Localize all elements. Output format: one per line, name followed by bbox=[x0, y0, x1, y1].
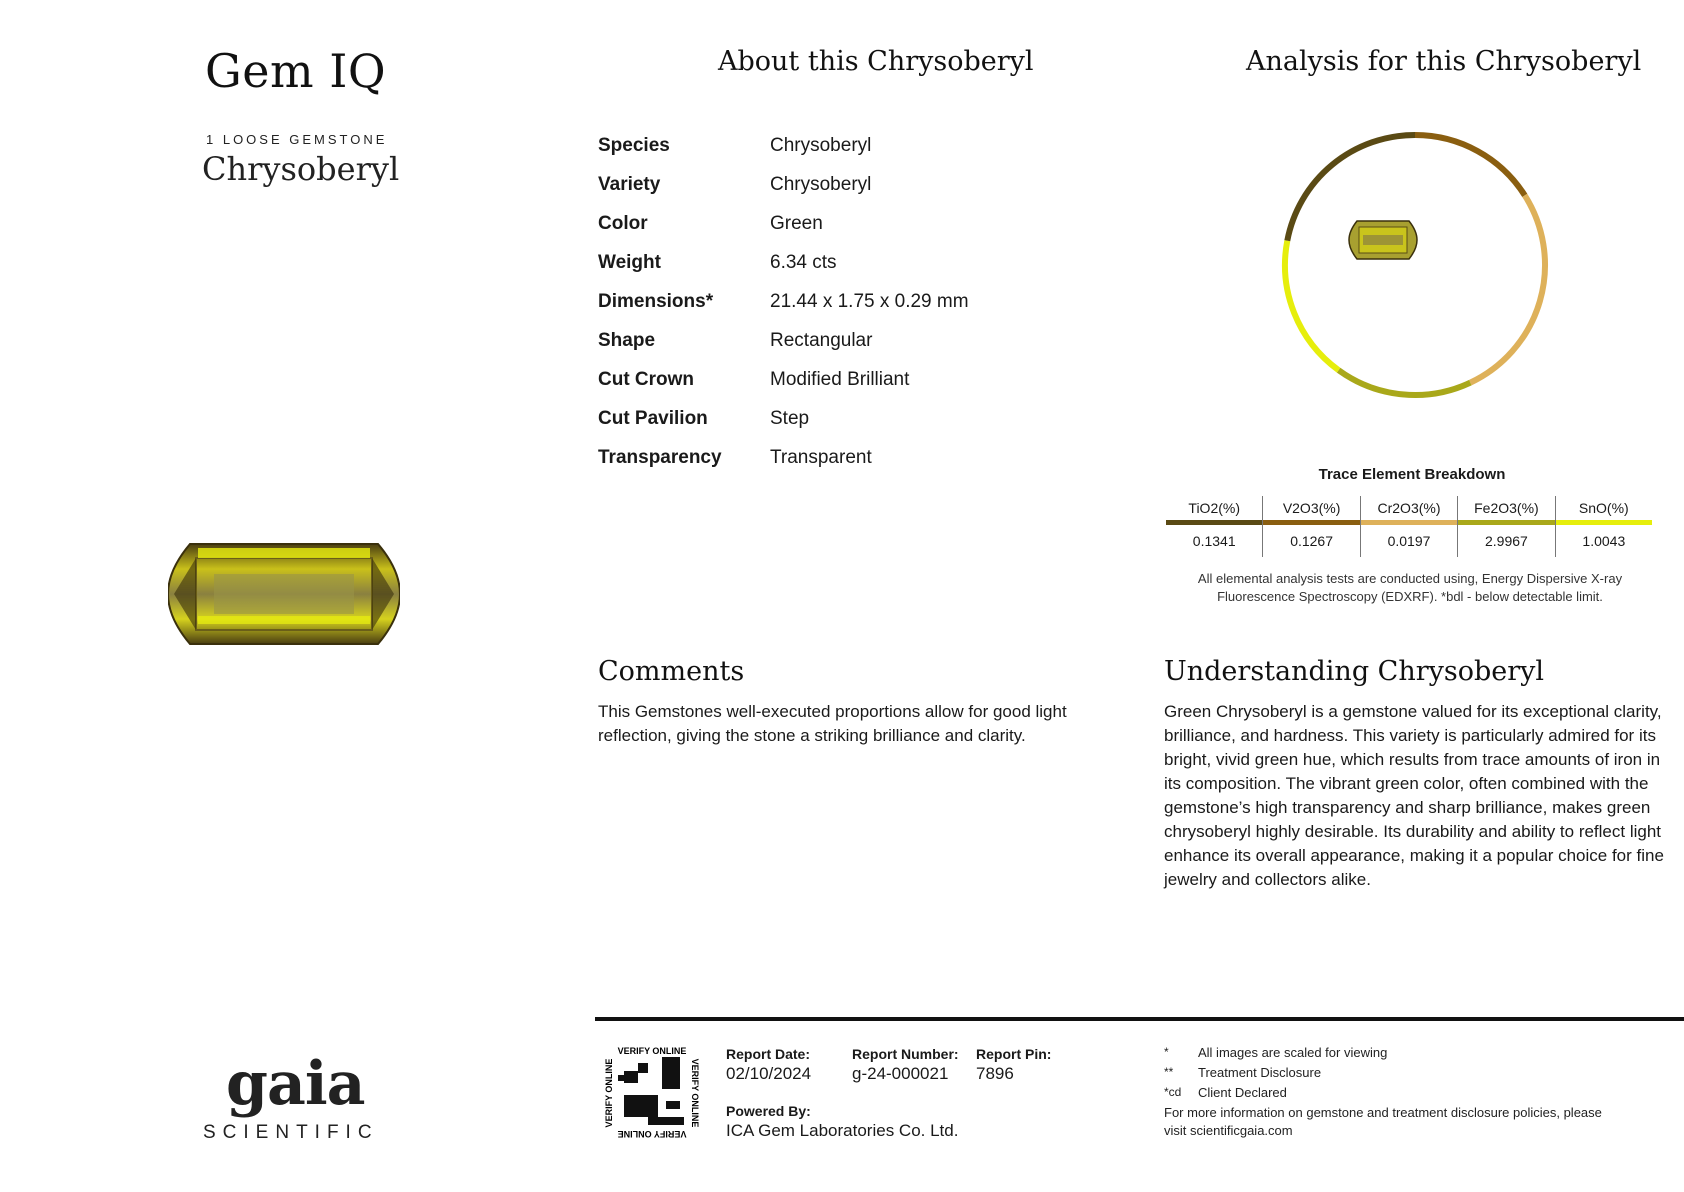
spec-label: Weight bbox=[598, 251, 661, 273]
footnote-row bbox=[1164, 1062, 1604, 1082]
trace-element-value: 0.1267 bbox=[1290, 533, 1334, 549]
spec-label: Cut Pavilion bbox=[598, 407, 708, 429]
comments-heading: Comments bbox=[598, 656, 745, 687]
analysis-note-line-1: All elemental analysis tests are conducted using, Energy Dispersive X-ray bbox=[1197, 571, 1623, 586]
footnote-row bbox=[1164, 1082, 1604, 1102]
footnote-text: Treatment Disclosure bbox=[1198, 1064, 1322, 1080]
footnote-symbol: *cd bbox=[1164, 1085, 1182, 1099]
spec-value: Step bbox=[770, 407, 810, 429]
spec-value: Chrysoberyl bbox=[770, 173, 872, 195]
trace-element-table bbox=[1166, 496, 1652, 557]
trace-element-name: SnO(%) bbox=[1578, 500, 1629, 516]
qr-label-right: VERIFY ONLINE bbox=[690, 1058, 700, 1128]
report-pin-value: 7896 bbox=[976, 1064, 1014, 1083]
footnote-symbol: ** bbox=[1164, 1065, 1174, 1079]
trace-element-ring bbox=[1275, 125, 1555, 405]
report-pin bbox=[976, 1046, 1051, 1084]
verify-online-qr-code[interactable] bbox=[604, 1045, 700, 1141]
analysis-note-line-2: Fluorescence Spectroscopy (EDXRF). *bdl - below detectable limit. bbox=[1217, 589, 1603, 604]
footnote-text: Client Declared bbox=[1198, 1084, 1287, 1100]
spec-row bbox=[598, 243, 969, 282]
footer-divider bbox=[595, 1017, 1684, 1021]
powered-by-label: Powered By: bbox=[726, 1103, 811, 1119]
gaia-logo-subtitle: SCIENTIFIC bbox=[203, 1122, 379, 1143]
spec-label: Species bbox=[598, 134, 670, 156]
spec-row bbox=[598, 126, 969, 165]
spec-value: Modified Brilliant bbox=[770, 368, 910, 390]
ring-segment bbox=[1285, 241, 1339, 371]
spec-row bbox=[598, 360, 969, 399]
understanding-text: Green Chrysoberyl is a gemstone valued for its exceptional clarity, brilliance, and hardness. This variety is particularly admired for its bright, vivid green hue, which results from trace amounts of iron in its composition. The vibrant green color, often combined with the gemstone’s high transparency and sharp brilliance, makes green chrysoberyl highly desirable. Its durability and ability to reflect light enhance its overall appearance, making it a popular choice for fine jewelry and collectors alike. bbox=[1164, 702, 1664, 889]
spec-value: 6.34 cts bbox=[770, 251, 837, 273]
spec-row bbox=[598, 399, 969, 438]
qr-label-left: VERIFY ONLINE bbox=[604, 1058, 614, 1128]
trace-element-name: Fe2O3(%) bbox=[1474, 500, 1539, 516]
trace-element-column bbox=[1262, 496, 1359, 557]
trace-element-column bbox=[1166, 496, 1262, 557]
spec-row bbox=[598, 321, 969, 360]
qr-label-bottom: VERIFY ONLINE bbox=[617, 1129, 687, 1139]
spec-value: Chrysoberyl bbox=[770, 134, 872, 156]
trace-element-column bbox=[1457, 496, 1554, 557]
report-pin-label: Report Pin: bbox=[976, 1046, 1052, 1062]
trace-element-column bbox=[1555, 496, 1652, 557]
trace-element-value: 0.0197 bbox=[1387, 533, 1431, 549]
report-number-value: g-24-000021 bbox=[852, 1064, 949, 1083]
spec-value: Green bbox=[770, 212, 823, 234]
trace-element-name: TiO2(%) bbox=[1188, 500, 1240, 516]
powered-by bbox=[726, 1103, 958, 1141]
trace-element-value: 0.1341 bbox=[1192, 533, 1236, 549]
trace-element-column bbox=[1360, 496, 1457, 557]
footnote-text: All images are scaled for viewing bbox=[1198, 1044, 1388, 1060]
ring-segment bbox=[1339, 370, 1471, 395]
powered-by-value: ICA Gem Laboratories Co. Ltd. bbox=[726, 1121, 959, 1140]
spec-label: Transparency bbox=[598, 446, 722, 468]
spec-value: Rectangular bbox=[770, 329, 873, 351]
spec-label: Dimensions* bbox=[598, 290, 714, 312]
trace-element-title: Trace Element Breakdown bbox=[1318, 466, 1506, 483]
spec-row bbox=[598, 438, 969, 477]
spec-value: 21.44 x 1.75 x 0.29 mm bbox=[770, 290, 969, 312]
spec-label: Cut Crown bbox=[598, 368, 695, 390]
specification-table bbox=[598, 126, 969, 477]
footnote-row bbox=[1164, 1042, 1604, 1062]
comments-text: This Gemstones well-executed proportions allow for good light reflection, giving the stone a striking brilliance and clarity. bbox=[598, 702, 1067, 745]
spec-value: Transparent bbox=[770, 446, 872, 468]
report-number-label: Report Number: bbox=[852, 1046, 959, 1062]
trace-element-value: 1.0043 bbox=[1582, 533, 1626, 549]
spec-row bbox=[598, 204, 969, 243]
analysis-heading: Analysis for this Chrysoberyl bbox=[1246, 46, 1642, 77]
spec-label: Shape bbox=[598, 329, 656, 351]
spec-row bbox=[598, 282, 969, 321]
footnote-symbol: * bbox=[1164, 1045, 1169, 1059]
trace-element-value: 2.9967 bbox=[1485, 533, 1528, 549]
report-number bbox=[852, 1046, 959, 1084]
analysis-note bbox=[1190, 570, 1630, 606]
trace-element-name: V2O3(%) bbox=[1282, 500, 1341, 516]
report-date-label: Report Date: bbox=[726, 1046, 811, 1062]
report-date bbox=[726, 1046, 811, 1084]
about-heading: About this Chrysoberyl bbox=[718, 46, 1034, 77]
spec-row bbox=[598, 165, 969, 204]
gemstone-count-label: 1 LOOSE GEMSTONE bbox=[206, 132, 388, 147]
gaia-logo: gaia bbox=[226, 1049, 365, 1119]
qr-label-top: VERIFY ONLINE bbox=[617, 1046, 687, 1056]
ring-segment bbox=[1415, 135, 1525, 195]
brand-title: Gem IQ bbox=[205, 44, 387, 98]
understanding-heading: Understanding Chrysoberyl bbox=[1164, 656, 1545, 687]
more-info-text: For more information on gemstone and treatment disclosure policies, please visit scientificgaia.com bbox=[1164, 1105, 1602, 1138]
ring-segment bbox=[1470, 195, 1545, 382]
gemstone-species-title: Chrysoberyl bbox=[202, 150, 400, 188]
ring-gemstone-image bbox=[1349, 221, 1417, 259]
footnotes bbox=[1164, 1042, 1604, 1140]
report-date-value: 02/10/2024 bbox=[726, 1064, 812, 1083]
gemstone-image bbox=[168, 540, 400, 648]
trace-element-name: Cr2O3(%) bbox=[1377, 500, 1441, 516]
spec-label: Variety bbox=[598, 173, 661, 195]
spec-label: Color bbox=[598, 212, 648, 234]
